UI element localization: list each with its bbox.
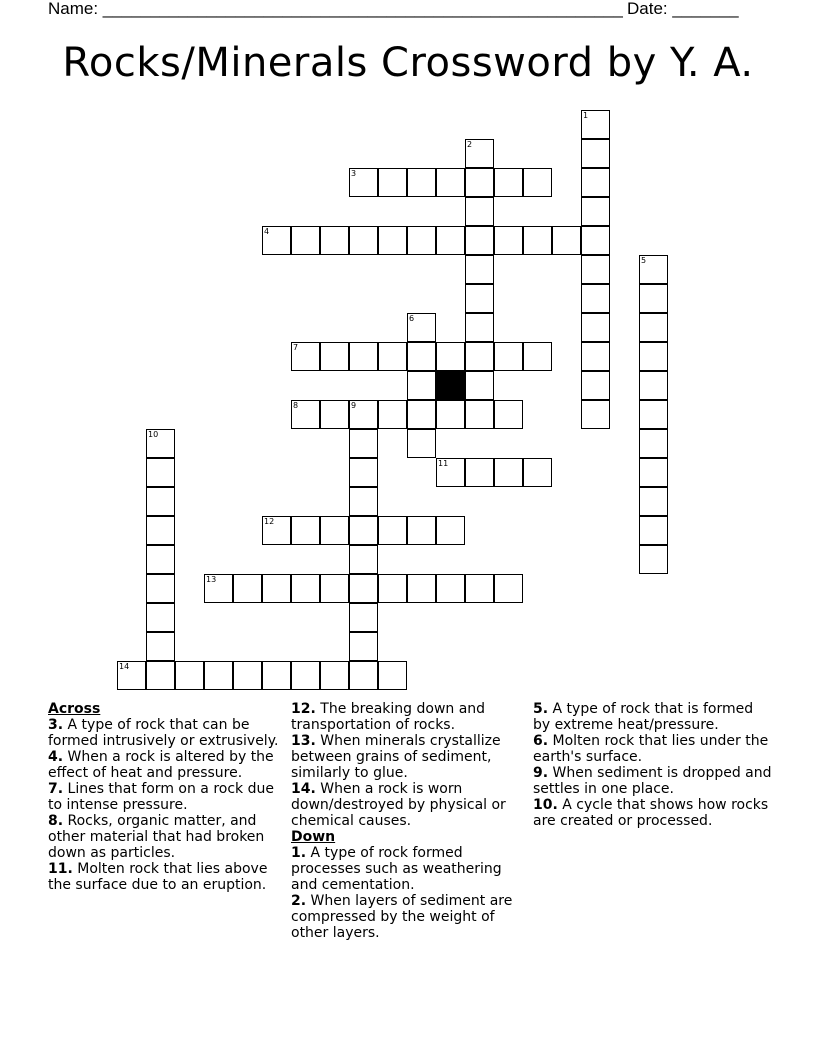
- grid-cell[interactable]: [320, 516, 349, 545]
- clue-down-1: 1. A type of rock formed processes such as weathering and cementation.: [291, 845, 502, 893]
- grid-cell[interactable]: [378, 342, 407, 371]
- grid-cell[interactable]: [639, 458, 668, 487]
- grid-cell[interactable]: [552, 226, 581, 255]
- grid-cell[interactable]: [146, 632, 175, 661]
- grid-cell[interactable]: [320, 574, 349, 603]
- grid-cell[interactable]: [291, 574, 320, 603]
- grid-cell[interactable]: [465, 284, 494, 313]
- grid-cell[interactable]: [494, 400, 523, 429]
- cell-number: 7: [293, 343, 299, 352]
- grid-cell[interactable]: [378, 168, 407, 197]
- clue-across-13: 13. When minerals crystallize between grains of sediment, similarly to glue.: [291, 733, 501, 781]
- grid-cell[interactable]: [320, 661, 349, 690]
- grid-cell[interactable]: [465, 226, 494, 255]
- grid-cell[interactable]: [233, 661, 262, 690]
- grid-cell[interactable]: [494, 342, 523, 371]
- grid-cell[interactable]: [146, 574, 175, 603]
- clue-across-8: 8. Rocks, organic matter, and other material that had broken down as particles.: [48, 813, 265, 861]
- grid-cell[interactable]: [494, 226, 523, 255]
- grid-cell[interactable]: [378, 661, 407, 690]
- grid-cell[interactable]: [465, 574, 494, 603]
- grid-cell[interactable]: [523, 458, 552, 487]
- grid-cell[interactable]: [639, 284, 668, 313]
- grid-cell[interactable]: [407, 574, 436, 603]
- cell-number: 11: [438, 459, 449, 468]
- grid-cell[interactable]: [233, 574, 262, 603]
- grid-cell[interactable]: [581, 197, 610, 226]
- grid-cell[interactable]: [407, 226, 436, 255]
- grid-cell[interactable]: [436, 400, 465, 429]
- grid-cell[interactable]: [436, 226, 465, 255]
- clue-down-6: 6. Molten rock that lies under the earth's surface.: [533, 733, 769, 765]
- grid-cell[interactable]: [262, 226, 291, 255]
- across-heading: Across: [48, 701, 101, 717]
- cell-number: 4: [264, 227, 270, 236]
- grid-cell[interactable]: [639, 313, 668, 342]
- grid-cell[interactable]: [465, 313, 494, 342]
- grid-cell[interactable]: [378, 574, 407, 603]
- grid-cell[interactable]: [465, 371, 494, 400]
- grid-cell[interactable]: [291, 342, 320, 371]
- grid-cell[interactable]: [349, 574, 378, 603]
- name-field[interactable]: Name: _______________________________________________________: [48, 0, 623, 18]
- clue-down-5: 5. A type of rock that is formed by extreme heat/pressure.: [533, 701, 754, 733]
- grid-cell[interactable]: [378, 226, 407, 255]
- grid-cell[interactable]: [407, 400, 436, 429]
- grid-cell[interactable]: [581, 110, 610, 139]
- cell-number: 12: [264, 517, 275, 526]
- grid-cell[interactable]: [407, 371, 436, 400]
- grid-cell[interactable]: [320, 400, 349, 429]
- grid-cell[interactable]: [146, 516, 175, 545]
- clue-down-9: 9. When sediment is dropped and settles in one place.: [533, 765, 772, 797]
- cell-number: 1: [583, 111, 589, 120]
- grid-cell[interactable]: [581, 284, 610, 313]
- grid-cell[interactable]: [523, 168, 552, 197]
- grid-cell[interactable]: [407, 168, 436, 197]
- grid-cell[interactable]: [465, 458, 494, 487]
- grid-cell[interactable]: [581, 371, 610, 400]
- grid-cell[interactable]: [146, 458, 175, 487]
- grid-cell[interactable]: [349, 632, 378, 661]
- cell-number: 9: [351, 401, 357, 410]
- grid-cell[interactable]: [349, 429, 378, 458]
- grid-cell[interactable]: [378, 400, 407, 429]
- grid-cell[interactable]: [639, 371, 668, 400]
- grid-cell[interactable]: [349, 458, 378, 487]
- grid-cell[interactable]: [262, 516, 291, 545]
- grid-cell[interactable]: [349, 487, 378, 516]
- grid-block: [436, 371, 465, 400]
- cell-number: 8: [293, 401, 299, 410]
- grid-cell[interactable]: [204, 574, 233, 603]
- grid-cell[interactable]: [639, 429, 668, 458]
- down-heading: Down: [291, 829, 336, 845]
- grid-cell[interactable]: [639, 400, 668, 429]
- grid-cell[interactable]: [349, 603, 378, 632]
- grid-cell[interactable]: [523, 342, 552, 371]
- grid-cell[interactable]: [291, 400, 320, 429]
- grid-cell[interactable]: [465, 168, 494, 197]
- clues-column-2: [291, 701, 523, 941]
- grid-cell[interactable]: [320, 226, 349, 255]
- cell-number: 13: [206, 575, 217, 584]
- clue-across-14: 14. When a rock is worn down/destroyed by physical or chemical causes.: [291, 781, 506, 829]
- clue-across-4: 4. When a rock is altered by the effect of heat and pressure.: [48, 749, 274, 781]
- grid-cell[interactable]: [639, 342, 668, 371]
- clue-across-11: 11. Molten rock that lies above the surface due to an eruption.: [48, 861, 268, 893]
- grid-cell[interactable]: [407, 342, 436, 371]
- grid-cell[interactable]: [349, 516, 378, 545]
- grid-cell[interactable]: [581, 168, 610, 197]
- grid-cell[interactable]: [262, 574, 291, 603]
- grid-cell[interactable]: [349, 226, 378, 255]
- clues-column-1: [48, 701, 280, 893]
- grid-cell[interactable]: [146, 661, 175, 690]
- grid-cell[interactable]: [436, 574, 465, 603]
- grid-cell[interactable]: [175, 661, 204, 690]
- grid-cell[interactable]: [407, 516, 436, 545]
- grid-cell[interactable]: [639, 516, 668, 545]
- grid-cell[interactable]: [639, 487, 668, 516]
- grid-cell[interactable]: [581, 400, 610, 429]
- grid-cell[interactable]: [349, 168, 378, 197]
- grid-cell[interactable]: [349, 545, 378, 574]
- clue-down-2: 2. When layers of sediment are compressed by the weight of other layers.: [291, 893, 513, 941]
- grid-cell[interactable]: [494, 168, 523, 197]
- grid-cell[interactable]: [407, 313, 436, 342]
- grid-cell[interactable]: [291, 516, 320, 545]
- grid-cell[interactable]: [349, 400, 378, 429]
- clues-column-3: [533, 701, 773, 829]
- clue-down-10: 10. A cycle that shows how rocks are created or processed.: [533, 797, 769, 829]
- grid-cell[interactable]: [436, 342, 465, 371]
- grid-cell[interactable]: [117, 661, 146, 690]
- clue-across-3: 3. A type of rock that can be formed intrusively or extrusively.: [48, 717, 279, 749]
- grid-cell[interactable]: [291, 661, 320, 690]
- grid-cell[interactable]: [581, 255, 610, 284]
- grid-cell[interactable]: [407, 429, 436, 458]
- grid-cell[interactable]: [465, 255, 494, 284]
- clue-across-7: 7. Lines that form on a rock due to intense pressure.: [48, 781, 274, 813]
- grid-cell[interactable]: [523, 226, 552, 255]
- grid-cell[interactable]: [349, 342, 378, 371]
- grid-cell[interactable]: [146, 545, 175, 574]
- grid-cell[interactable]: [378, 516, 407, 545]
- grid-cell[interactable]: [291, 226, 320, 255]
- grid-cell[interactable]: [204, 661, 233, 690]
- grid-cell[interactable]: [146, 429, 175, 458]
- grid-cell[interactable]: [436, 516, 465, 545]
- cell-number: 2: [467, 140, 473, 149]
- grid-cell[interactable]: [581, 342, 610, 371]
- cell-number: 5: [641, 256, 647, 265]
- grid-cell[interactable]: [494, 458, 523, 487]
- grid-cell[interactable]: [581, 226, 610, 255]
- clue-across-12: 12. The breaking down and transportation of rocks.: [291, 701, 486, 733]
- grid-cell[interactable]: [320, 342, 349, 371]
- grid-cell[interactable]: [494, 574, 523, 603]
- grid-cell[interactable]: [581, 139, 610, 168]
- grid-cell[interactable]: [465, 400, 494, 429]
- date-field[interactable]: Date: _______: [627, 0, 739, 18]
- grid-cell[interactable]: [262, 661, 291, 690]
- grid-cell[interactable]: [436, 458, 465, 487]
- page-title: Rocks/Minerals Crossword by Y. A.: [62, 40, 754, 86]
- grid-cell[interactable]: [465, 139, 494, 168]
- grid-cell[interactable]: [146, 487, 175, 516]
- grid-cell[interactable]: [581, 313, 610, 342]
- cell-number: 14: [119, 662, 130, 671]
- grid-cell[interactable]: [639, 545, 668, 574]
- grid-cell[interactable]: [349, 661, 378, 690]
- cell-number: 10: [148, 430, 159, 439]
- grid-cell[interactable]: [639, 255, 668, 284]
- cell-number: 3: [351, 169, 357, 178]
- grid-cell[interactable]: [465, 342, 494, 371]
- grid-cell[interactable]: [465, 197, 494, 226]
- cell-number: 6: [409, 314, 415, 323]
- grid-cell[interactable]: [146, 603, 175, 632]
- grid-cell[interactable]: [436, 168, 465, 197]
